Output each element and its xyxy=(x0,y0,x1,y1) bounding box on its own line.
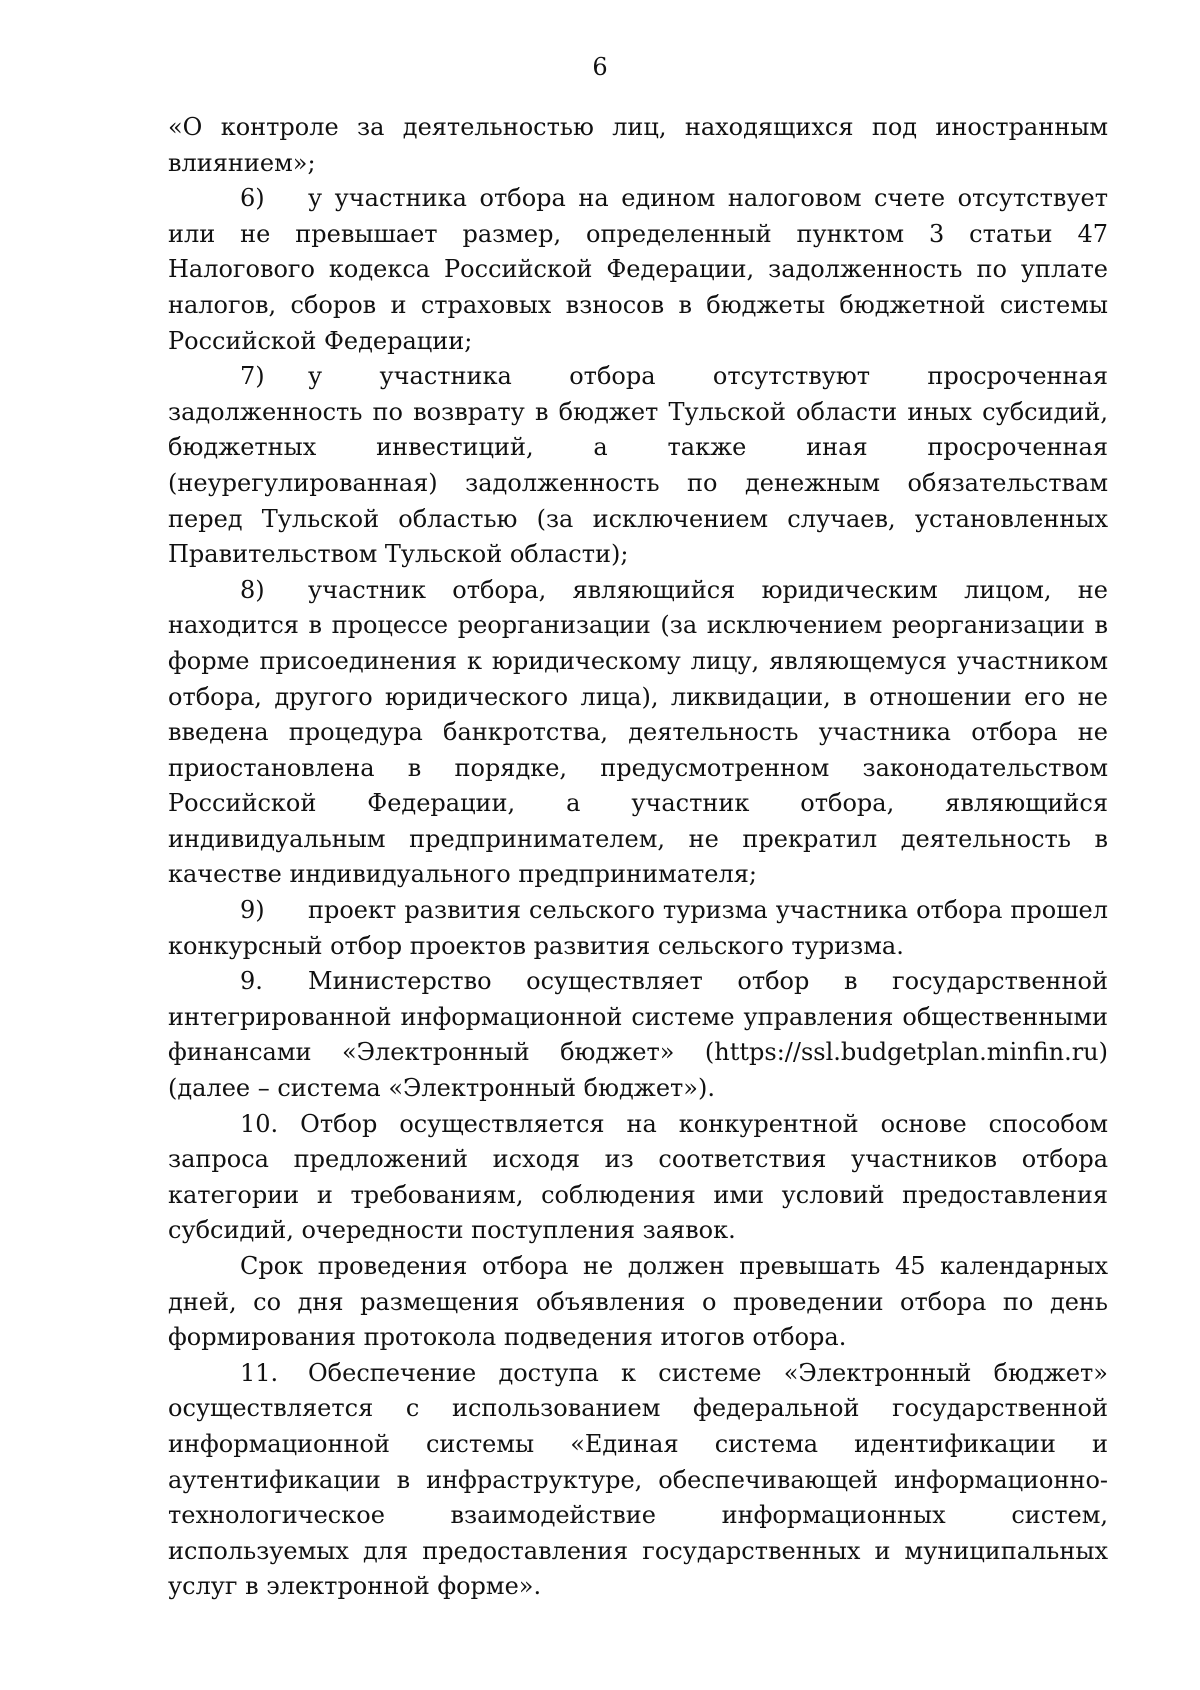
section-number: 11. xyxy=(240,1358,279,1387)
paragraph-text: Срок проведения отбора не должен превышать 45 календарных дней, со дня размещения объявления о проведении отбора по день формирования протокола подведения итогов отбора. xyxy=(168,1252,1108,1352)
item-number: 8) xyxy=(240,575,265,604)
paragraph-continuation xyxy=(168,110,1108,181)
paragraph-item-8 xyxy=(168,573,1108,893)
paragraph-text: 10. Отбор осуществляется на конкурентной основе способом запроса предложений исходя из соответствия участников отбора категории и требованиям, соблюдения ими условий предоставления субсидий, очередности поступления заявок. xyxy=(168,1109,1108,1245)
item-number: 9) xyxy=(240,896,265,925)
paragraph-text: «О контроле за деятельностью лиц, находящихся под иностранным влиянием»; xyxy=(168,113,1108,177)
paragraph-item-7 xyxy=(168,359,1108,573)
paragraph-text: у участника отбора на едином налоговом счете отсутствует или не превышает размер, определенный пунктом 3 статьи 47 Налогового кодекса Российской Федерации, задолженность по уплате налогов, сборов и страховых взносов в бюджеты бюджетной системы Российской Федерации; xyxy=(168,184,1108,355)
paragraph-item-6 xyxy=(168,181,1108,359)
paragraph-section-9 xyxy=(168,964,1108,1106)
paragraph-selection-term xyxy=(168,1249,1108,1356)
paragraph-item-9 xyxy=(168,893,1108,964)
section-number: 9. xyxy=(240,967,263,996)
paragraph-section-10 xyxy=(168,1107,1108,1249)
item-number: 6) xyxy=(240,184,265,213)
paragraph-text: Обеспечение доступа к системе «Электронный бюджет» осуществляется с использованием федеральной государственной информационной системы «Единая система идентификации и аутентификации в инфраструктуре, обеспечивающей информационно-технологическое взаимодействие информационных систем, используемых для предоставления государственных и муниципальных услуг в электронной форме». xyxy=(168,1358,1108,1601)
paragraph-text: у участника отбора отсутствуют просроченная задолженность по возврату в бюджет Тульской области иных субсидий, бюджетных инвестиций, а также иная просроченная (неурегулированная) задолженность по денежным обязательствам перед Тульской областью (за исключением случаев, установленных Правительством Тульской области); xyxy=(168,362,1108,569)
paragraph-section-11 xyxy=(168,1356,1108,1605)
item-number: 7) xyxy=(240,362,265,391)
paragraph-text: Министерство осуществляет отбор в государственной интегрированной информационной системе управления общественными финансами «Электронный бюджет» (https://ssl.budgetplan.minfin.ru) (далее – система «Электронный бюджет»). xyxy=(168,967,1108,1103)
paragraph-text: проект развития сельского туризма участника отбора прошел конкурсный отбор проектов развития сельского туризма. xyxy=(168,896,1108,960)
page-number: 6 xyxy=(592,53,608,81)
paragraph-text: участник отбора, являющийся юридическим лицом, не находится в процессе реорганизации (за исключением реорганизации в форме присоединения к юридическому лицу, являющемуся участником отбора, другого юридического лица), ликвидации, в отношении его не введена процедура банкротства, деятельность участника отбора не приостановлена в порядке, предусмотренном законодательством Российской Федерации, а участник отбора, являющийся индивидуальным предпринимателем, не прекратил деятельность в качестве индивидуального предпринимателя; xyxy=(168,575,1108,889)
document-body xyxy=(168,110,1108,1605)
